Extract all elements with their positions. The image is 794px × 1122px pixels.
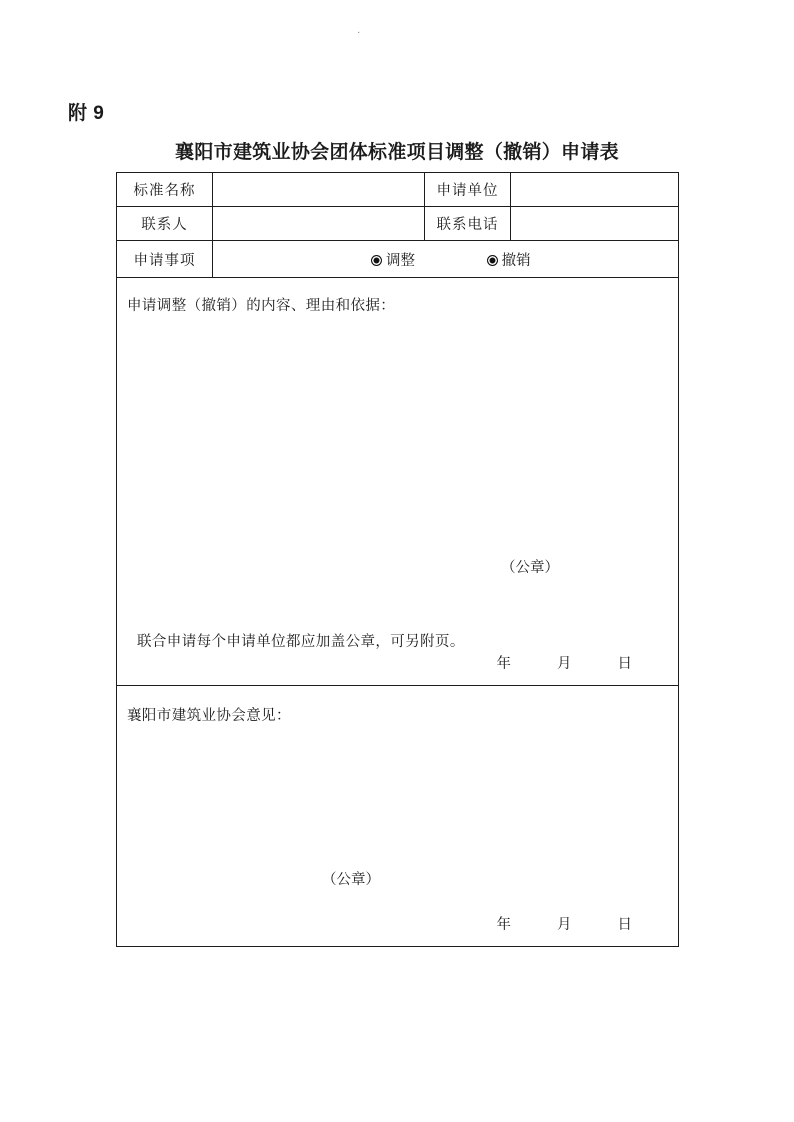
- table-row: [117, 241, 679, 278]
- reason-date-year: 年: [496, 656, 511, 672]
- table-row: [117, 278, 679, 686]
- table-row: [117, 686, 679, 947]
- application-matter-options: [213, 241, 679, 278]
- reason-date-day: 日: [617, 656, 632, 672]
- opinion-date-line: [497, 913, 633, 934]
- field-contact-phone[interactable]: [511, 207, 679, 241]
- application-form-table: [116, 172, 679, 947]
- reason-date-month: 月: [557, 656, 572, 672]
- label-applicant-unit: 申请单位: [425, 173, 511, 207]
- opinion-seal-placeholder: （公章）: [322, 872, 380, 888]
- field-applicant-unit[interactable]: [511, 173, 679, 207]
- association-opinion-block[interactable]: [117, 686, 679, 947]
- table-row: [117, 207, 679, 241]
- radio-option-cancel[interactable]: [487, 249, 531, 270]
- label-contact-phone: 联系电话: [425, 207, 511, 241]
- radio-option-adjust-label: 调整: [386, 252, 415, 269]
- opinion-block-title: 襄阳市建筑业协会意见：: [127, 708, 291, 724]
- radio-selected-icon: [487, 255, 498, 266]
- opinion-date-day: 日: [617, 917, 632, 933]
- opinion-date-month: 月: [557, 917, 572, 933]
- radio-selected-icon: [371, 255, 382, 266]
- attachment-label: 附 9: [68, 103, 105, 124]
- opinion-date-year: 年: [496, 917, 511, 933]
- reason-block[interactable]: [117, 278, 679, 686]
- field-contact-person[interactable]: [213, 207, 425, 241]
- label-application-matter: 申请事项: [117, 241, 213, 278]
- page-title: 襄阳市建筑业协会团体标准项目调整（撤销）申请表: [175, 142, 619, 163]
- label-contact-person: 联系人: [117, 207, 213, 241]
- reason-date-line: [497, 652, 633, 673]
- reason-block-title: 申请调整（撤销）的内容、理由和依据：: [127, 298, 396, 314]
- field-standard-name[interactable]: [213, 173, 425, 207]
- table-row: [117, 173, 679, 207]
- radio-option-cancel-label: 撤销: [501, 252, 531, 269]
- joint-application-note: 联合申请每个申请单位都应加盖公章，可另附页。: [137, 634, 465, 650]
- page-top-mark: ·: [357, 28, 361, 39]
- reason-seal-placeholder: （公章）: [501, 560, 559, 576]
- label-standard-name: 标准名称: [117, 173, 213, 207]
- radio-option-adjust[interactable]: [371, 249, 415, 270]
